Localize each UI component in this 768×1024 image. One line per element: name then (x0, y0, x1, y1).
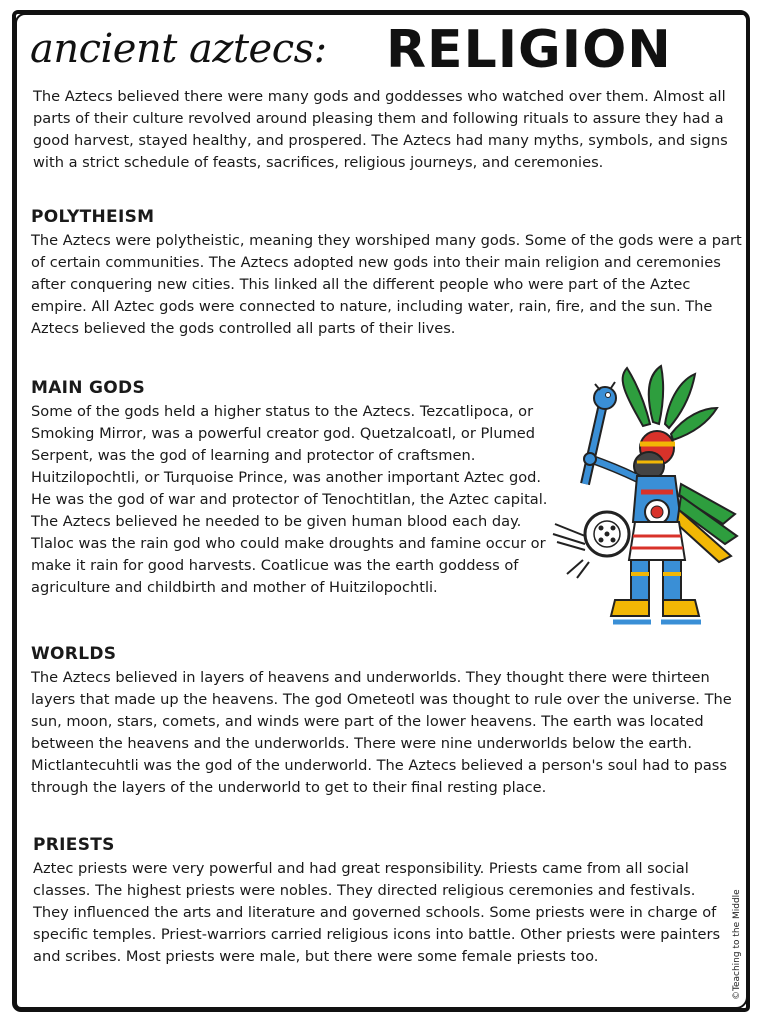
heading-priests: PRIESTS (33, 835, 115, 855)
title-bold: RELIGION (386, 20, 672, 80)
worlds-paragraph: The Aztecs believed in layers of heavens and underworlds. They thought there were thirteen layers that made up the heavens. The god Ometeotl was thought to rule over the universe. The sun, moon, stars, comets, and winds were part of the lower heavens. The earth was located between the heavens and the underworlds. There were nine underworlds below the earth. Mictlantecuhtli was the god of the underworld. The Aztecs believed a person's soul had to pass through the layers of the underworld to get to their final resting place. (31, 669, 732, 796)
heading-main-gods: MAIN GODS (31, 378, 146, 398)
polytheism-paragraph: The Aztecs were polytheistic, meaning they worshiped many gods. Some of the gods were a part of certain communities. The Aztecs adopted new gods into their main religion and ceremonies after conquering new cities. This linked all the different people who were part of the Aztec empire. All Aztec gods were connected to nature, including water, rain, fire, and the sun. The Aztecs believed the gods controlled all parts of their lives. (31, 232, 742, 337)
copyright-credit: ©Teaching to the Middle (732, 889, 742, 1000)
title-script: ancient aztecs: (30, 26, 327, 72)
intro-paragraph: The Aztecs believed there were many gods and goddesses who watched over them. Almost all parts of their culture revolved around pleasing them and following rituals to assure they had a good harvest, stayed healthy, and prospered. The Aztecs had many myths, symbols, and signs with a strict schedule of feasts, sacrifices, religious journeys, and ceremonies. (33, 88, 728, 171)
aztec-god-illustration (545, 364, 745, 630)
main-gods-paragraph: Some of the gods held a higher status to the Aztecs. Tezcatlipoca, or Smoking Mirror, was a powerful creator god. Quetzalcoatl, or Plumed Serpent, was the god of learning and protector of craftsmen. Huitzilopochtli, or Turquoise Prince, was another important Aztec god. He was the god of war and protector of Tenochtitlan, the Aztec capital. The Aztecs believed he needed to be given human blood each day. Tlaloc was the rain god who could make droughts and famine occur or make it rain for good harvests. Coatlicue was the earth goddess of agriculture and childbirth and mother of Huitzilopochtli. (31, 403, 548, 596)
heading-polytheism: POLYTHEISM (31, 207, 155, 227)
huitzilopochtli-figure-icon (545, 364, 745, 630)
heading-worlds: WORLDS (31, 644, 117, 664)
priests-paragraph: Aztec priests were very powerful and had great responsibility. Priests came from all social classes. The highest priests were nobles. They directed religious ceremonies and festivals. They influenced the arts and literature and governed schools. Some priests were in charge of specific temples. Priest-warriors carried religious icons into battle. Other priests were painters and scribes. Most priests were male, but there were some female priests too. (33, 860, 721, 965)
